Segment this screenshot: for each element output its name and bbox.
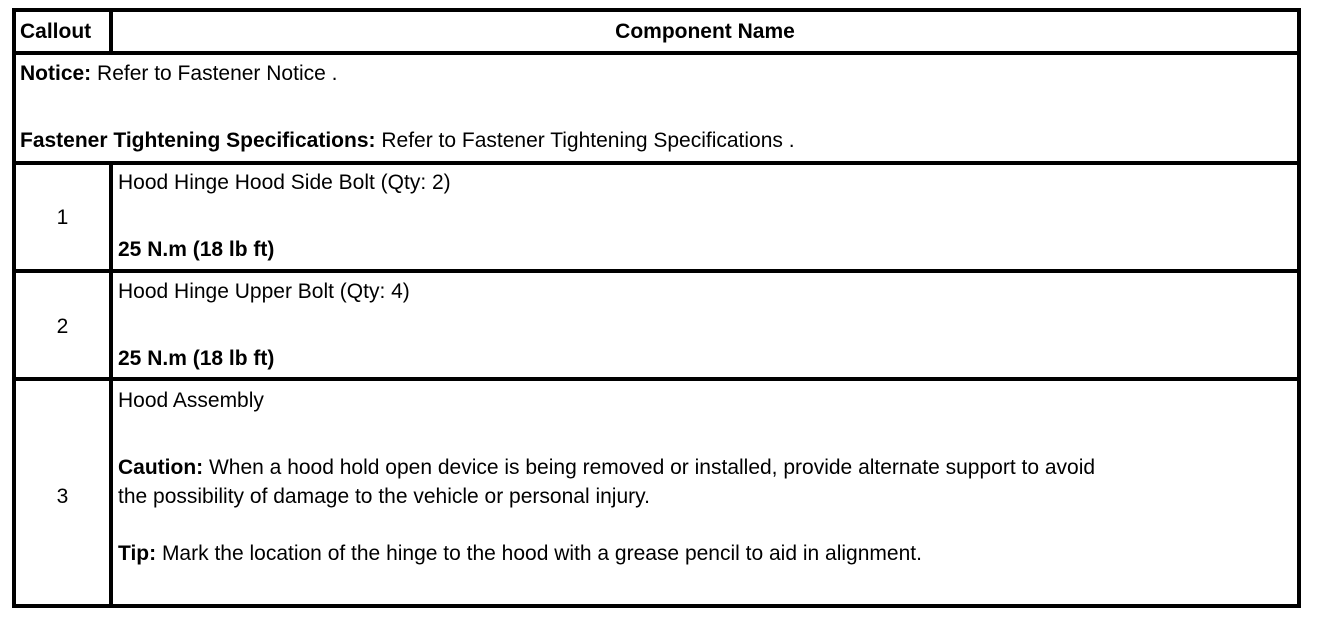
callout-1: 1 <box>56 206 69 229</box>
spec-line <box>20 129 795 153</box>
caution-line-1 <box>118 456 1095 480</box>
notice-line <box>20 62 337 86</box>
caution-label: Caution: <box>118 456 204 479</box>
component-name-header: Component Name <box>615 20 795 43</box>
torque-1: 25 N.m (18 lb ft) <box>118 238 275 261</box>
callout-2: 2 <box>56 315 69 338</box>
component-name-3: Hood Assembly <box>118 389 264 412</box>
row-2-divider <box>16 377 1297 381</box>
component-name-2: Hood Hinge Upper Bolt (Qty: 4) <box>118 280 410 303</box>
row-1-divider <box>16 269 1297 273</box>
header-divider <box>16 51 1297 55</box>
tip-text: Mark the location of the hinge to the hood with a grease pencil to aid in alignment. <box>156 542 922 565</box>
callout-3: 3 <box>56 485 69 508</box>
tip-label: Tip: <box>118 542 157 565</box>
notice-text: Refer to Fastener Notice . <box>91 62 338 85</box>
caution-line-2: the possibility of damage to the vehicle or personal injury. <box>118 485 650 508</box>
torque-2: 25 N.m (18 lb ft) <box>118 347 275 370</box>
tip-line <box>118 542 922 566</box>
notes-divider <box>16 161 1297 165</box>
caution-text: When a hood hold open device is being removed or installed, provide alternate support to avoid <box>203 456 1096 479</box>
spec-label: Fastener Tightening Specifications: <box>20 129 376 152</box>
notice-label: Notice: <box>20 62 92 85</box>
component-table <box>12 8 1301 608</box>
spec-text: Refer to Fastener Tightening Specifications . <box>375 129 795 152</box>
component-name-1: Hood Hinge Hood Side Bolt (Qty: 2) <box>118 171 451 194</box>
callout-header: Callout <box>20 20 92 43</box>
callout-column-divider <box>109 161 113 604</box>
